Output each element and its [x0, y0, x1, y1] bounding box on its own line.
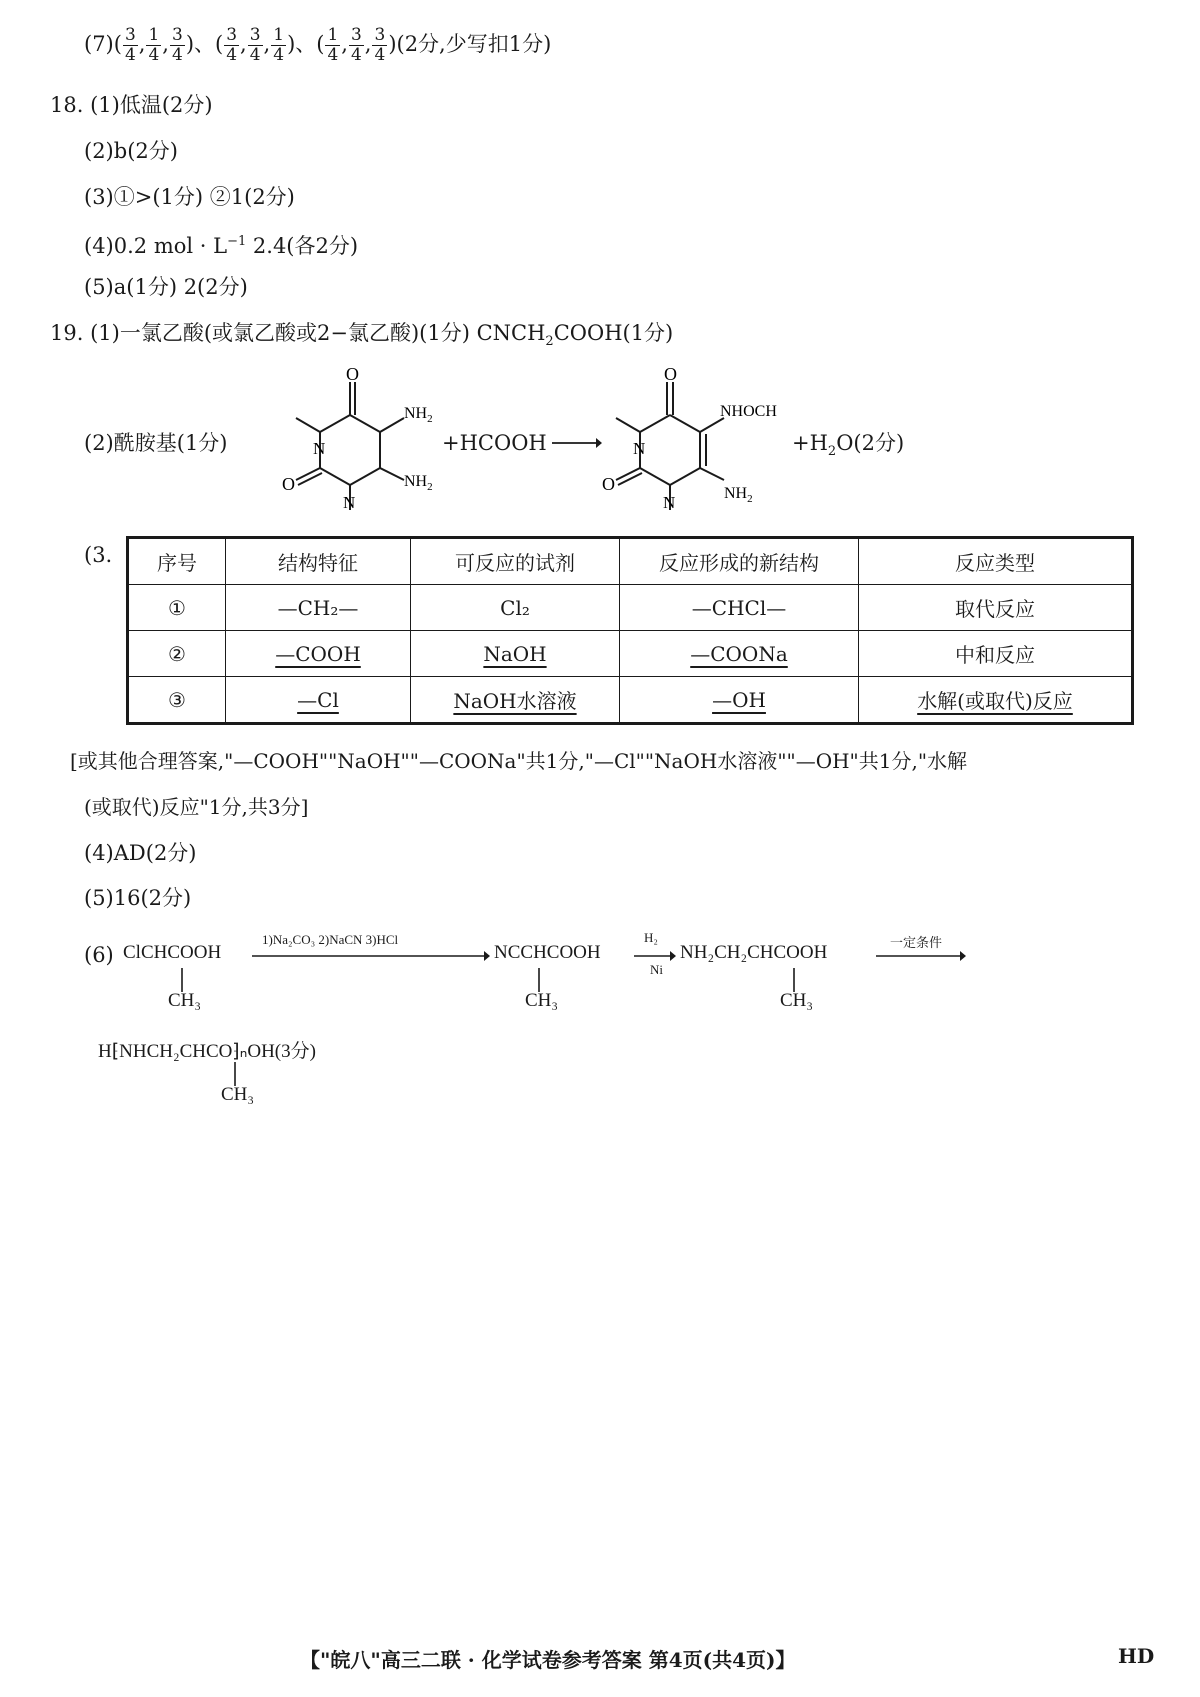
- table-cell: —OH: [620, 677, 859, 724]
- q18-4: (4)0.2 mol · $L^{-1}$ 2.4(各2分): [84, 234, 359, 258]
- atom-nh2: $NH_2$: [724, 485, 753, 505]
- frac: $\frac{3}{4}$: [124, 25, 136, 65]
- methyl-label: CH₃: [780, 990, 814, 1011]
- step2-condition-h2: H₂: [644, 930, 658, 945]
- table-cell: NaOH: [411, 631, 620, 677]
- table-header: 序号: [128, 538, 226, 585]
- start-material: ClCHCOOH: [123, 942, 222, 963]
- table-cell: —CHCl—: [620, 585, 859, 631]
- methyl-label: CH₃: [168, 990, 202, 1011]
- q17-7-suffix: )(2分,少写扣1分): [388, 32, 552, 56]
- atom-o: O: [664, 364, 677, 384]
- frac: $\frac{3}{4}$: [249, 25, 261, 65]
- table-cell: ③: [128, 677, 226, 724]
- table-note-1: [或其他合理答案,"—COOH""NaOH""—COONa"共1分,"—Cl""NaOH水溶液""—OH"共1分,"水解: [70, 749, 968, 773]
- q18-3: (3)①>(1分) ②1(2分): [84, 185, 295, 209]
- q18-2: (2)b(2分): [84, 139, 178, 163]
- frac: $\frac{3}{4}$: [374, 25, 386, 65]
- table-row: [128, 677, 1133, 724]
- table-cell: 水解(或取代)反应: [859, 677, 1133, 724]
- atom-nh2: $NH_2$: [404, 405, 433, 425]
- answer-table: [126, 536, 1134, 725]
- table-cell: —COOH: [226, 631, 411, 677]
- step2-condition-ni: Ni: [650, 962, 663, 977]
- amino-acid: NH₂CH₂CHCOOH: [680, 942, 828, 963]
- table-header: 结构特征: [226, 538, 411, 585]
- atom-o: O: [602, 474, 615, 494]
- table-header: 可反应的试剂: [411, 538, 620, 585]
- polymer-product: H⁅NHCH₂CHCO⁆ₙOH(3分): [98, 1041, 316, 1062]
- step2-arrow: [634, 950, 676, 962]
- q19-5: (5)16(2分): [84, 886, 192, 910]
- reaction-arrow: [552, 436, 602, 450]
- step1-conditions: 1)Na₂CO₃ 2)NaCN 3)HCl: [262, 932, 399, 947]
- table-cell: ①: [128, 585, 226, 631]
- table-cell: Cl₂: [411, 585, 620, 631]
- q19-1: 19. (1)一氯乙酸(或氯乙酸或2−氯乙酸)(1分) $CNCH_2COOH(1$分): [50, 321, 674, 350]
- methyl-bond: [792, 968, 796, 992]
- table-header: 反应形成的新结构: [620, 538, 859, 585]
- frac: $\frac{3}{4}$: [350, 25, 362, 65]
- step3-arrow: [876, 950, 966, 962]
- q17-7-line: (7)( $\frac{3}{4}$ , $\frac{1}{4}$ , $\frac{3}{4}$ )、( $\frac{3}{4}$ , $\frac{3}{4}$ , $\frac{1}{4}$ )、( $\frac{1}{4}$ , $\frac{3}{4}$ , $\frac{3}{4}$ )(2分,少写扣1分): [84, 25, 552, 65]
- table-cell: —COONa: [620, 631, 859, 677]
- product-structure: [600, 360, 800, 510]
- table-cell: —CH₂—: [226, 585, 411, 631]
- q18-5: (5)a(1分) 2(2分): [84, 275, 248, 299]
- step3-condition: 一定条件: [890, 935, 943, 950]
- methyl-bond: [180, 968, 184, 992]
- nitrile-intermediate: NCCHCOOH: [494, 942, 601, 963]
- q18-1: 18. (1)低温(2分): [50, 93, 213, 117]
- page-footer: 【"皖八"高三二联 · 化学试卷参考答案 第4页(共4页)】: [300, 1648, 796, 1672]
- atom-n: N: [663, 493, 676, 510]
- table-row: [128, 631, 1133, 677]
- methyl-label: CH₃: [525, 990, 559, 1011]
- table-row: [128, 585, 1133, 631]
- table-header-row: [128, 538, 1133, 585]
- table-cell: NaOH水溶液: [411, 677, 620, 724]
- plus-h2o: $+H_2O(2$分): [792, 431, 905, 460]
- plus-hcooh: +HCOOH: [442, 431, 547, 455]
- table-cell: ②: [128, 631, 226, 677]
- atom-o: O: [282, 474, 295, 494]
- frac: $\frac{3}{4}$: [171, 25, 183, 65]
- q19-6-label: (6): [84, 943, 114, 967]
- atom-o: O: [346, 364, 359, 384]
- atom-n: N: [343, 493, 356, 510]
- q19-4: (4)AD(2分): [84, 841, 197, 865]
- q19-3-label: (3.: [84, 543, 113, 567]
- q17-7-prefix: (7)(: [84, 32, 122, 56]
- footer-code: HD: [1118, 1644, 1155, 1668]
- atom-n: N: [313, 439, 326, 458]
- q19-2-label: (2)酰胺基(1分): [84, 431, 228, 455]
- step1-arrow: [252, 950, 490, 962]
- frac: $\frac{1}{4}$: [327, 25, 339, 65]
- table-cell: —Cl: [226, 677, 411, 724]
- methyl-bond: [537, 968, 541, 992]
- atom-nhoch: NHOCH: [720, 403, 777, 420]
- methyl-bond: [233, 1062, 237, 1086]
- atom-nh2: $NH_2$: [404, 473, 433, 493]
- table-cell: 取代反应: [859, 585, 1133, 631]
- frac: $\frac{1}{4}$: [273, 25, 285, 65]
- atom-n: N: [633, 439, 646, 458]
- table-note-2: (或取代)反应"1分,共3分]: [84, 795, 309, 819]
- frac: $\frac{1}{4}$: [148, 25, 160, 65]
- table-cell: 中和反应: [859, 631, 1133, 677]
- frac: $\frac{3}{4}$: [226, 25, 238, 65]
- reactant-structure: [280, 360, 450, 510]
- methyl-label: CH₃: [221, 1084, 255, 1105]
- table-header: 反应类型: [859, 538, 1133, 585]
